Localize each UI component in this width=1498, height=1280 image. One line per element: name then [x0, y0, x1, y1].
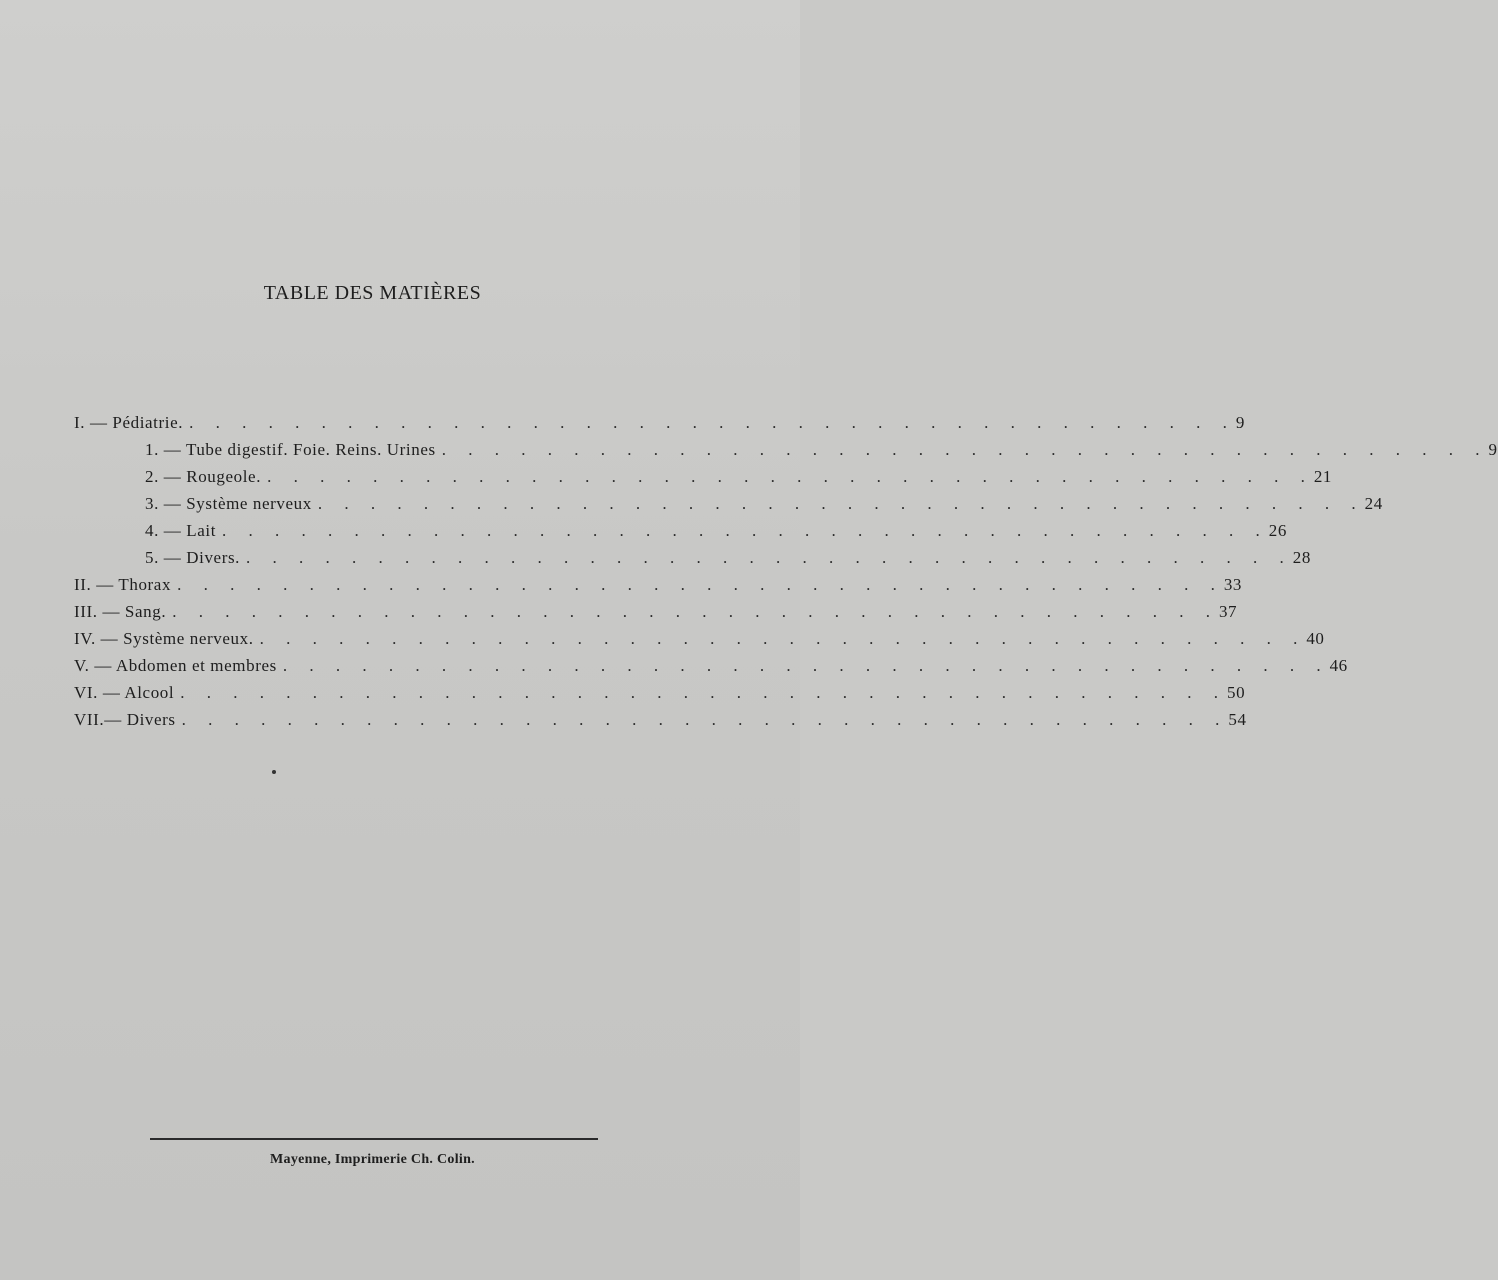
- toc-entry-label: V. — Abdomen et membres: [74, 656, 277, 675]
- toc-entry-label: I. — Pédiatrie.: [74, 413, 184, 432]
- dot-leader: . . . . . . . . . . . . . . . . . . . . . . . . . . . . . . . . . . . . . . . .: [180, 683, 1227, 702]
- toc-entry-label: IV. — Système nerveux.: [74, 629, 254, 648]
- toc-entry-page: 28: [1292, 548, 1311, 567]
- toc-entry-page: 46: [1329, 656, 1348, 675]
- toc-entry-page: 37: [1218, 602, 1238, 621]
- toc-entry-label: VII.— Divers: [74, 710, 176, 729]
- toc-entry-page: 9: [1235, 413, 1245, 432]
- toc-entry-label: VI. — Alcool: [74, 683, 175, 702]
- toc-entry-label: 2. — Rougeole.: [145, 467, 262, 486]
- dot-leader: . . . . . . . . . . . . . . . . . . . . . . . . . . . . . . . . . . . . . . . .: [259, 629, 1307, 648]
- dot-leader: . . . . . . . . . . . . . . . . . . . . . . . . . . . . . . . . . . . . . . . .: [267, 467, 1314, 486]
- toc-entry-lait: [145, 518, 1287, 544]
- toc-entry-page: 54: [1228, 710, 1247, 729]
- dot-leader: . . . . . . . . . . . . . . . . . . . . . . . . . . . . . . . . . . . . . . . .: [222, 521, 1269, 540]
- toc-entry-label: II. — Thorax: [74, 575, 172, 594]
- dot-leader: . . . . . . . . . . . . . . . . . . . . . . . . . . . . . . . . . . . . . . . .: [441, 440, 1489, 459]
- printer-imprint: Mayenne, Imprimerie Ch. Colin.: [270, 1152, 475, 1167]
- toc-entry-page: 24: [1364, 494, 1383, 513]
- page-title: TABLE DES MATIÈRES: [263, 282, 482, 304]
- toc-entry-systeme-nerveux: [74, 626, 1325, 652]
- toc-entry-label: 1. — Tube digestif. Foie. Reins. Urines: [145, 440, 436, 459]
- dot-leader: . . . . . . . . . . . . . . . . . . . . . . . . . . . . . . . . . . . . . . . .: [282, 656, 1330, 675]
- footer-rule: [150, 1138, 598, 1140]
- dot-leader: . . . . . . . . . . . . . . . . . . . . . . . . . . . . . . . . . . . . . . . .: [246, 548, 1293, 567]
- toc-entry-page: 50: [1226, 683, 1246, 702]
- dot-leader: . . . . . . . . . . . . . . . . . . . . . . . . . . . . . . . . . . . . . . . .: [317, 494, 1365, 513]
- dot-leader: . . . . . . . . . . . . . . . . . . . . . . . . . . . . . . . . . . . . . . . .: [177, 575, 1224, 594]
- toc-entry-page: 33: [1223, 575, 1243, 594]
- toc-entry-alcool: [74, 680, 1246, 706]
- toc-entry-systeme-nerveux-sub: [145, 491, 1383, 517]
- toc-entry-divers: [74, 707, 1247, 733]
- toc-entry-tube-digestif: [145, 437, 1498, 463]
- toc-entry-page: 40: [1306, 629, 1325, 648]
- toc-entry-label: 3. — Système nerveux: [145, 494, 312, 513]
- dot-leader: . . . . . . . . . . . . . . . . . . . . . . . . . . . . . . . . . . . . . . . .: [172, 602, 1219, 621]
- toc-entry-label: 4. — Lait: [145, 521, 217, 540]
- toc-entry-rougeole: [145, 464, 1333, 490]
- toc-entry-page: 9: [1488, 440, 1498, 459]
- toc-entry-pediatrie: [74, 410, 1245, 436]
- dot-leader: . . . . . . . . . . . . . . . . . . . . . . . . . . . . . . . . . . . . . . . .: [181, 710, 1229, 729]
- toc-entry-page: 21: [1313, 467, 1333, 486]
- toc-entry-label: 5. — Divers.: [145, 548, 241, 567]
- toc-entry-divers-sub: [145, 545, 1311, 571]
- toc-entry-thorax: [74, 572, 1243, 598]
- toc-entry-page: 26: [1268, 521, 1287, 540]
- ink-speck: [272, 770, 276, 774]
- toc-entry-label: III. — Sang.: [74, 602, 167, 621]
- dot-leader: . . . . . . . . . . . . . . . . . . . . . . . . . . . . . . . . . . . . . . . .: [189, 413, 1236, 432]
- toc-entry-abdomen: [74, 653, 1348, 679]
- toc-entry-sang: [74, 599, 1238, 625]
